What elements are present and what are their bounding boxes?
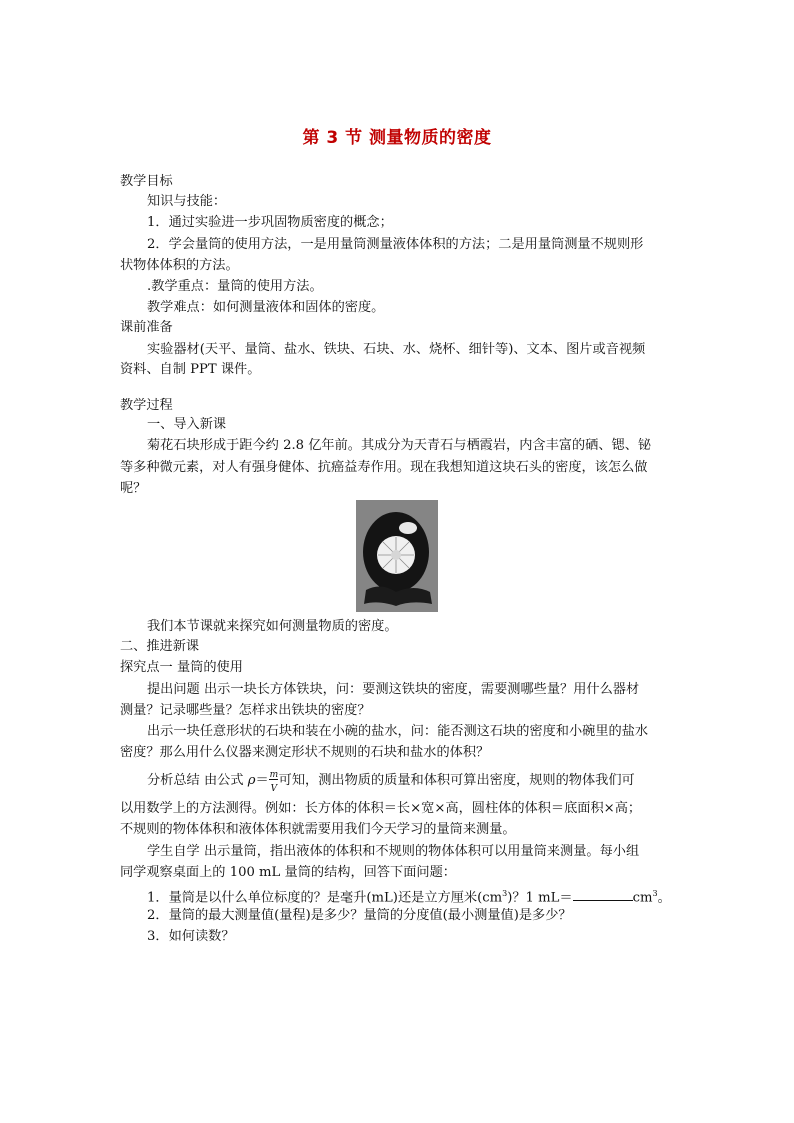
goals-heading: 教学目标 xyxy=(120,174,173,189)
self-question-1-unit: cm xyxy=(632,890,653,906)
new-lesson-heading: 二、推进新课 xyxy=(120,639,200,654)
explore-point-1: 探究点一 量筒的使用 xyxy=(120,660,243,675)
self-study-line-a: 学生自学 出示量筒，指出液体的体积和不规则的物体体积可以用量筒来测量。每小组 xyxy=(147,844,640,859)
self-question-3: 3．如何读数？ xyxy=(147,929,235,944)
intro-conclusion: 我们本节课就来探究如何测量物质的密度。 xyxy=(147,619,398,634)
knowledge-heading: 知识与技能： xyxy=(147,194,227,209)
self-question-2: 2．量筒的最大测量值(量程)是多少？量筒的分度值(最小测量值)是多少？ xyxy=(147,908,572,923)
difficulty: 教学难点：如何测量液体和固体的密度。 xyxy=(147,300,385,315)
intro-line-c: 呢？ xyxy=(120,481,147,496)
analysis-line-b: 以用数学上的方法测得。例如：长方体的体积＝长×宽×高，圆柱体的体积＝底面积×高； xyxy=(120,801,642,816)
intro-line-b: 等多种微元素，对人有强身健体、抗癌益寿作用。现在我想知道这块石头的密度，该怎么做 xyxy=(120,460,648,475)
fraction-numerator: m xyxy=(269,770,279,780)
prep-line-b: 资料、自制 PPT 课件。 xyxy=(120,362,261,377)
equals-sign: ＝ xyxy=(255,773,269,788)
superscript-3: 3 xyxy=(502,889,508,898)
self-study-line-b: 同学观察桌面上的 100 mL 量筒的结构，回答下面问题： xyxy=(120,865,456,880)
question-2-line-b: 密度？那么用什么仪器来测定形状不规则的石块和盐水的体积？ xyxy=(120,745,490,760)
fraction-denominator: V xyxy=(270,784,278,794)
self-question-1-end: 。 xyxy=(657,890,671,906)
intro-line-a: 菊花石块形成于距今约 2.8 亿年前。其成分为天青石与栖霞岩，内含丰富的硒、锶、铋 xyxy=(147,438,652,453)
question-1-line-b: 测量？记录哪些量？怎样求出铁块的密度？ xyxy=(120,703,371,718)
goal-item-2-line-b: 状物体体积的方法。 xyxy=(120,258,239,273)
self-question-1 xyxy=(147,884,671,908)
page-title: 第 3 节 测量物质的密度 xyxy=(302,128,492,148)
chrysanthemum-stone-photo xyxy=(356,500,438,612)
answer-blank[interactable] xyxy=(573,888,633,901)
goal-item-1: 1．通过实验进一步巩固物质密度的概念； xyxy=(147,215,393,230)
prep-heading: 课前准备 xyxy=(120,320,173,335)
question-1-line-a: 提出问题 出示一块长方体铁块，问：要测这铁块的密度，需要测哪些量？用什么器材 xyxy=(147,682,640,697)
analysis-line-c: 不规则的物体体积和液体体积就需要用我们今天学习的量筒来测量。 xyxy=(120,822,516,837)
analysis-prefix: 分析总结 由公式 xyxy=(147,773,248,788)
rho-symbol: ρ xyxy=(247,773,256,788)
self-question-1-middle: )？1 mL＝ xyxy=(507,890,573,906)
question-2-line-a: 出示一块任意形状的石块和装在小碗的盐水，问：能否测这石块的密度和小碗里的盐水 xyxy=(147,724,649,739)
density-fraction xyxy=(269,770,279,794)
prep-line-a: 实验器材(天平、量筒、盐水、铁块、石块、水、烧杯、细针等)、文本、图片或音视频 xyxy=(147,342,646,357)
analysis-suffix: 可知，测出物质的质量和体积可算出密度，规则的物体我们可 xyxy=(278,773,635,788)
superscript-3-unit: 3 xyxy=(652,889,658,898)
self-question-1-text: 1．量筒是以什么单位标度的？是毫升(mL)还是立方厘米(cm xyxy=(147,890,503,906)
intro-heading: 一、导入新课 xyxy=(147,417,227,432)
goal-item-2-line-a: 2．学会量筒的使用方法，一是用量筒测量液体体积的方法；二是用量筒测量不规则形 xyxy=(147,237,644,252)
process-heading: 教学过程 xyxy=(120,398,173,413)
analysis-line-a xyxy=(147,770,635,794)
key-point: .教学重点：量筒的使用方法。 xyxy=(147,279,323,294)
